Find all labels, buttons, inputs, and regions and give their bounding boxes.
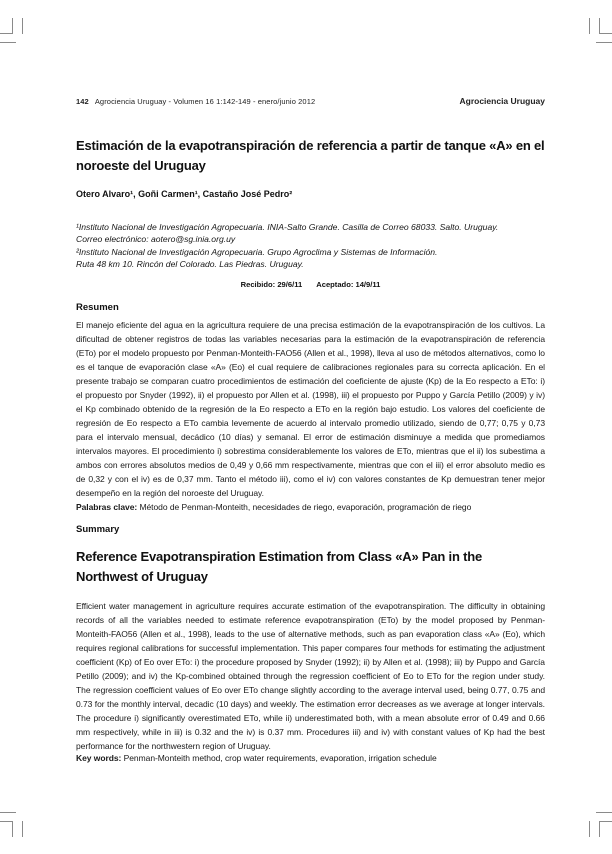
accepted-date: Aceptado: 14/9/11 [316,280,381,289]
crop-mark-top-right [599,18,600,34]
crop-mark-bottom-left [22,821,23,837]
article-title-en: Reference Evapotranspiration Estimation from Class «A» Pan in the Northwest of Uruguay [76,549,483,584]
authors-line: Otero Alvaro¹, Goñi Carmen¹, Castaño José Pedro² [76,189,293,199]
page-number: 142 [76,97,89,106]
affiliations-block [76,221,545,270]
crop-mark-bottom-left [12,821,13,837]
crop-mark-bottom-right [599,821,600,837]
key-words-label: Key words: [76,753,122,763]
crop-mark-top-left [0,42,16,43]
palabras-clave-list: Método de Penman-Monteith, necesidades de riego, evaporación, programación de riego [137,502,472,512]
affiliation-1-email: Correo electrónico: aotero@sg.inia.org.uy [76,234,236,245]
affiliation-2: ²Instituto Nacional de Investigación Agropecuaria. Grupo Agroclima y Sistemas de Información. [76,246,438,257]
resumen-heading: Resumen [76,302,119,313]
crop-mark-bottom-left [0,821,12,822]
journal-name: Agrociencia Uruguay [459,96,545,106]
article-title-es: Estimación de la evapotranspiración de referencia a partir de tanque «A» en el noroeste del Uruguay [76,138,545,173]
crop-mark-top-right [589,18,590,34]
crop-mark-top-left [12,18,13,34]
summary-text: Efficient water management in agriculture requires accurate estimation of the evapotranspiration. The difficulty in obtaining records of all the variables needed to estimate reference evapotranspiration (ETo) by the model proposed by Penman-Monteith-FAO56 (Allen et al., 1998), leads to the use of alternative methods, such as pan evaporation class «A» (Eo), which requires regional calibrations for successful implementation. This paper compares four methods for estimating the adjustment coefficient (Kp) of Eo over ETo: i) the procedure proposed by Snyder (1992); ii) by Allen et al. (1998); iii) by Puppo and García Petillo (2009); and iv) the Kp-combined obtained through the regression coefficient of Eo to ETo for the region under study. The regression coefficient values of Eo over ETo change slightly according to the average interval used, being 0.77, 0.75 and 0.73 for the monthly interval, decadic (10 days) and weekly. The estimation error decreases as we average at longer intervals. The procedure i) significantly overestimated ETo, while ii) underestimated both, with a mean absolute error of 0.49 and 0.66 mm respectively, while in iii) is 0.32 and the iv) is 0.37 mm. Procedures iii) and iv) with constant values of Kp had the best performance for the northwestern region of Uruguay. [76,601,545,751]
summary-heading: Summary [76,524,120,535]
journal-running-head [76,96,545,106]
crop-mark-top-right [600,33,612,34]
crop-mark-bottom-right [589,821,590,837]
received-date: Recibido: 29/6/11 [240,280,303,289]
crop-mark-top-left [22,18,23,34]
palabras-clave-line [76,502,545,512]
resumen-text: El manejo eficiente del agua en la agricultura requiere de una precisa estimación de la evapotranspiración de los cultivos. La dificultad de obtener registros de todas las variables necesarias para la estimación de la evapotranspiración de referencia (ETo) por el modelo propuesto por Penman-Monteith-FAO56 (Allen et al., 1998), lleva al uso de métodos alternativos, como lo es el tanque de evaporación clase «A» (Eo) el cual requiere de calibraciones regionales para su correcta aplicación. En el presente trabajo se comparan cuatro procedimientos de estimación del coeficiente de ajuste (Kp) de la Eo respecto a ETo: i) el propuesto por Snyder (1992), ii) el propuesto por Allen et al. (1998), iii) el propuesto por Puppo y García Petillo (2009) y iv) el Kp combinado obtenido de la regresión de la Eo respecto a ETo en la región bajo estudio. Los valores del coeficiente de regresión de Eo respecto a ETo cambia levemente de acuerdo al intervalo promedio utilizado, siendo de 0,77; 0,75 y 0,73 para el intervalo mensual, decádico (10 días) y semanal. El error de estimación disminuye a medida que promediamos intervalos mayores. El procedimiento i) sobrestima considerablemente los valores de ETo, mientras que el ii) los subestima a ambos con errores absolutos medios de 0,49 y 0,66 mm respectivamente, mientras que con el iii) el error absoluto medio es de 0,32 y con el iv) es de 0,37 mm. Tanto el método iii), como el iv) con valores constantes de Kp demuestran tener mejor desempeño en la región del noroeste del Uruguay. [76,320,545,498]
crop-mark-top-left [0,33,12,34]
crop-mark-bottom-right [596,812,612,813]
key-words-list: Penman-Monteith method, crop water requirements, evaporation, irrigation schedule [121,753,437,763]
running-head-left [76,97,315,106]
key-words-line [76,753,545,763]
received-accepted-line [76,280,545,289]
issue-info: Agrociencia Uruguay - Volumen 16 1:142-149 - enero/junio 2012 [94,97,316,106]
crop-mark-bottom-left [0,812,16,813]
affiliation-1: ¹Instituto Nacional de Investigación Agropecuaria. INIA-Salto Grande. Casilla de Correo 68033. Salto. Uruguay. [76,222,499,232]
affiliation-2-address: Ruta 48 km 10. Rincón del Colorado. Las Piedras. Uruguay. [76,258,304,269]
crop-mark-bottom-right [600,821,612,822]
crop-mark-top-right [596,42,612,43]
palabras-clave-label: Palabras clave: [76,502,138,512]
